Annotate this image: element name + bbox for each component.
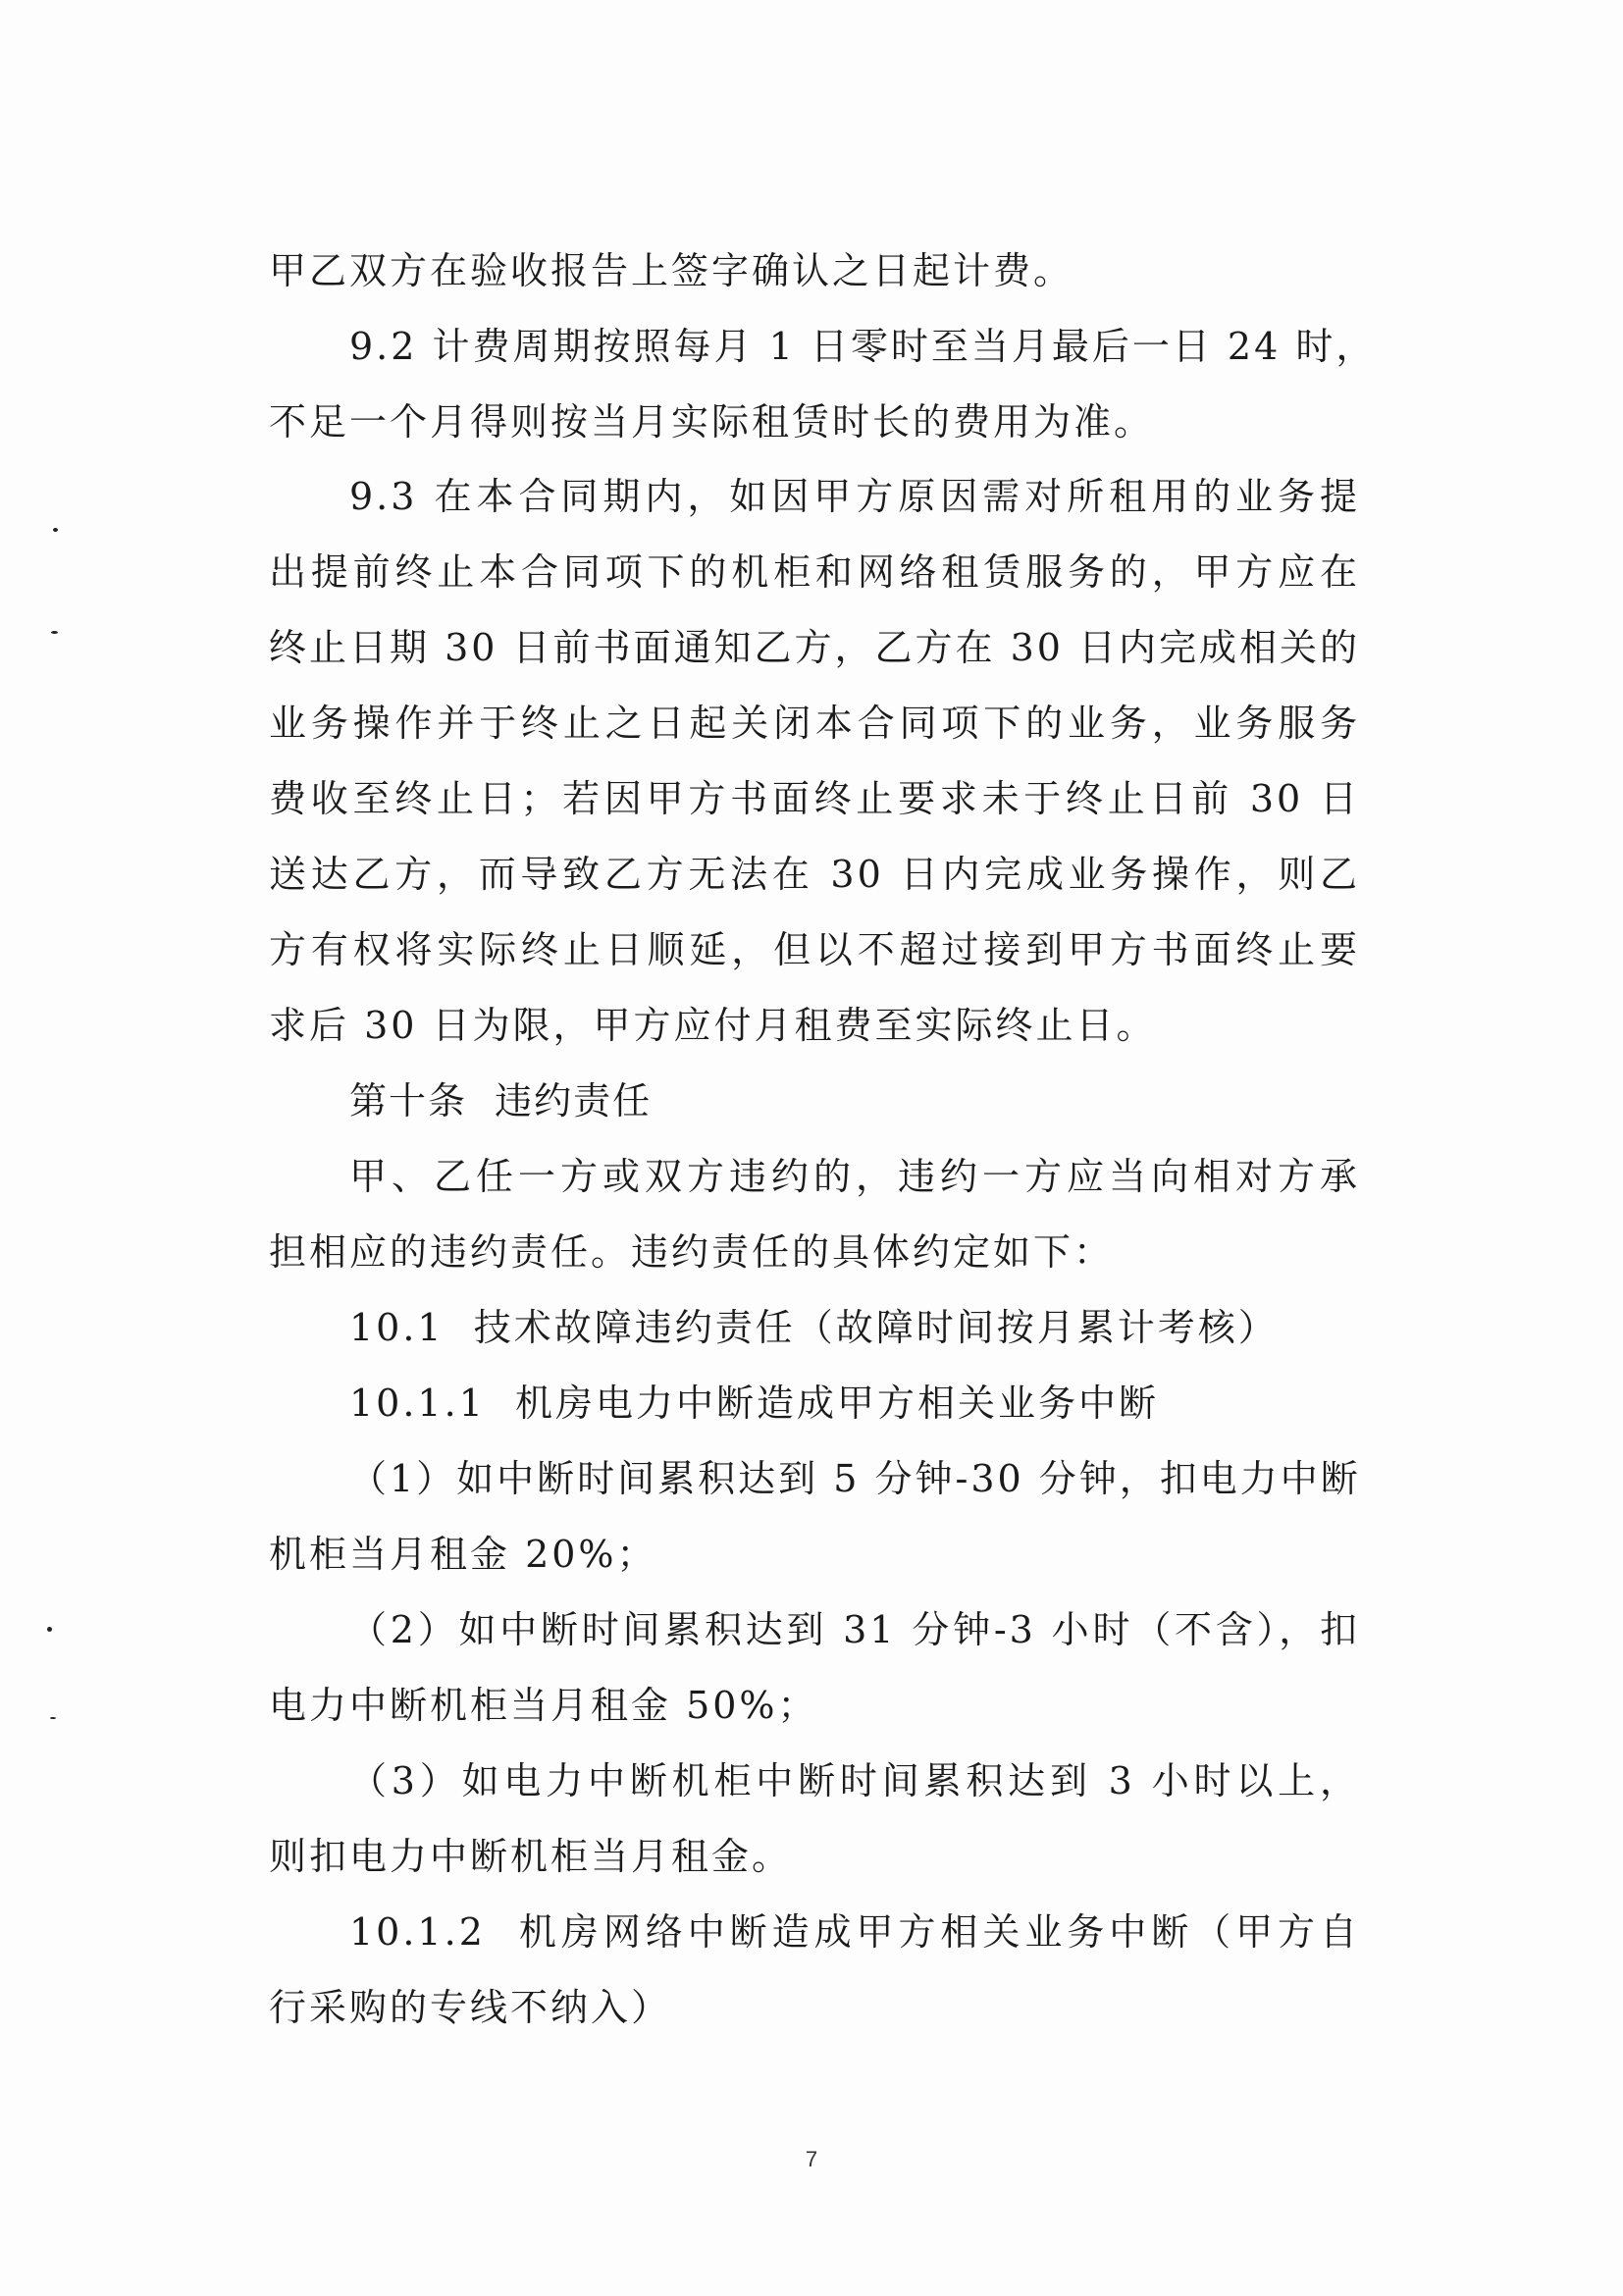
text-line: 出提前终止本合同项下的机柜和网络租赁服务的，甲方应在 [269,550,1360,594]
text-line: 10.1.2 机房网络中断造成甲方相关业务中断（甲方自 [349,1910,1360,1954]
text-line: （3）如电力中断机柜中断时间累积达到 3 小时以上， [349,1759,1360,1802]
text-line: 甲、乙任一方或双方违约的，违约一方应当向相对方承 [349,1155,1360,1198]
text-line: 10.1 技术故障违约责任（故障时间按月累计考核） [349,1306,1279,1349]
text-line: 不足一个月得则按当月实际租赁时长的费用为准。 [269,400,1155,444]
text-line: 业务操作并于终止之日起关闭本合同项下的业务，业务服务 [269,702,1360,745]
text-line: 求后 30 日为限，甲方应付月租费至实际终止日。 [269,1004,1157,1047]
text-line: 方有权将实际终止日顺延，但以不超过接到甲方书面终止要 [269,928,1360,971]
text-line: 10.1.1 机房电力中断造成甲方相关业务中断 [349,1382,1160,1425]
text-line: 终止日期 30 日前书面通知乙方，乙方在 30 日内完成相关的 [269,626,1361,669]
text-line: 送达乙方，而导致乙方无法在 30 日内完成业务操作，则乙 [269,853,1360,896]
text-line: 担相应的违约责任。违约责任的具体约定如下： [269,1230,1115,1274]
scan-speck [47,1627,52,1632]
text-line: 机柜当月租金 20%； [269,1533,657,1576]
text-line: （2）如中断时间累积达到 31 分钟-3 小时（不含），扣 [349,1608,1360,1651]
text-line: 电力中断机柜当月租金 50%； [269,1684,818,1727]
scan-speck [50,1717,56,1719]
scan-speck [53,528,58,532]
text-line: （1）如中断时间累积达到 5 分钟-30 分钟，扣电力中断 [349,1457,1361,1500]
text-line: 行采购的专线不纳入） [269,1986,672,2029]
page-number: 7 [805,2147,818,2171]
text-line: 甲乙双方在验收报告上签字确认之日起计费。 [269,249,1074,292]
text-line: 费收至终止日；若因甲方书面终止要求未于终止日前 30 日 [269,777,1360,820]
text-line: 9.2 计费周期按照每月 1 日零时至当月最后一日 24 时， [349,325,1377,368]
text-line: 9.3 在本合同期内，如因甲方原因需对所租用的业务提 [349,475,1360,518]
text-line: 则扣电力中断机柜当月租金。 [269,1835,793,1878]
scan-speck [51,631,58,634]
section-heading: 第十条 违约责任 [349,1079,653,1122]
